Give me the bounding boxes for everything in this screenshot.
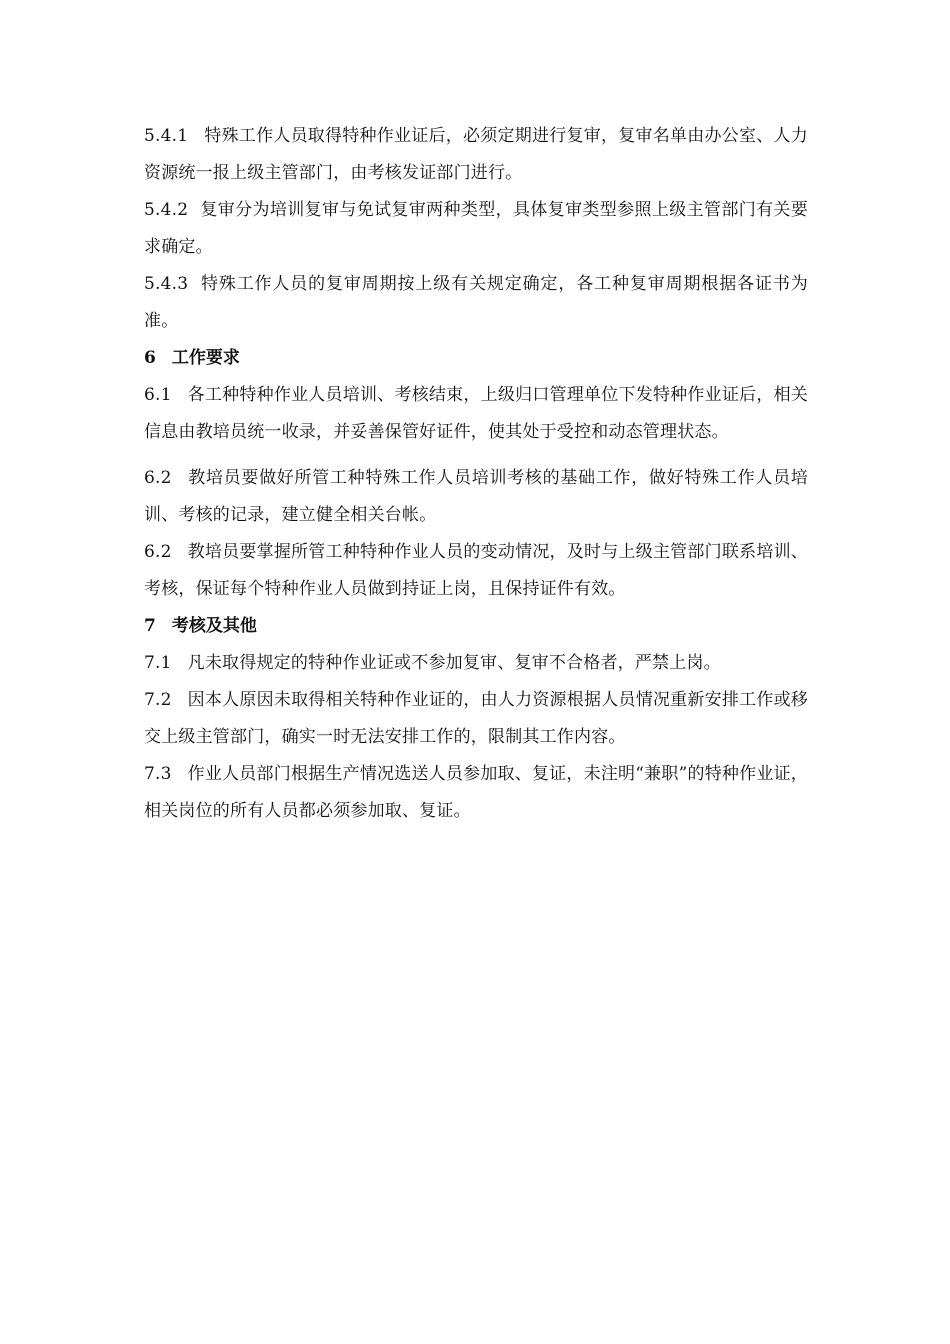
clause-number: 7.1 (144, 653, 172, 673)
clause-number: 7.2 (144, 690, 172, 710)
clause-6-1 (144, 377, 808, 451)
clause-5-4-1 (144, 118, 808, 192)
section-title: 工作要求 (171, 348, 240, 368)
clause-text: 因本人原因未取得相关特种作业证的，由人力资源根据人员情况重新安排工作或移交上级主管部门，确实一时无法安排工作的，限制其工作内容。 (144, 690, 808, 747)
document-body (144, 118, 808, 830)
clause-7-2 (144, 682, 808, 756)
clause-number: 6.1 (144, 385, 172, 405)
clause-6-2-a (144, 460, 808, 534)
clause-number: 6.2 (144, 542, 172, 562)
clause-5-4-3 (144, 266, 808, 340)
clause-number: 6.2 (144, 468, 172, 488)
section-number: 7 (144, 616, 156, 636)
clause-text: 作业人员部门根据生产情况选送人员参加取、复证，未注明“兼职”的特种作业证，相关岗位的所有人员都必须参加取、复证。 (144, 764, 808, 821)
section-heading-7 (144, 608, 808, 645)
section-number: 6 (144, 348, 156, 368)
section-heading-6 (144, 340, 808, 377)
clause-number: 5.4.2 (144, 200, 189, 220)
clause-text: 复审分为培训复审与免试复审两种类型，具体复审类型参照上级主管部门有关要求确定。 (144, 200, 808, 257)
clause-number: 7.3 (144, 764, 172, 784)
clause-7-1 (144, 645, 808, 682)
clause-5-4-2 (144, 192, 808, 266)
clause-text: 凡未取得规定的特种作业证或不参加复审、复审不合格者，严禁上岗。 (187, 653, 721, 673)
clause-6-2-b (144, 534, 808, 608)
clause-text: 教培员要掌握所管工种特种作业人员的变动情况，及时与上级主管部门联系培训、考核，保证每个特种作业人员做到持证上岗，且保持证件有效。 (144, 542, 808, 599)
clause-text: 特殊工作人员取得特种作业证后，必须定期进行复审，复审名单由办公室、人力资源统一报上级主管部门，由考核发证部门进行。 (144, 126, 808, 183)
clause-number: 5.4.1 (144, 126, 189, 146)
section-title: 考核及其他 (171, 616, 257, 636)
clause-text: 教培员要做好所管工种特殊工作人员培训考核的基础工作，做好特殊工作人员培训、考核的记录，建立健全相关台帐。 (144, 468, 808, 525)
paragraph-gap (144, 451, 808, 460)
clause-number: 5.4.3 (144, 274, 189, 294)
clause-7-3 (144, 756, 808, 830)
clause-text: 各工种特种作业人员培训、考核结束，上级归口管理单位下发特种作业证后，相关信息由教培员统一收录，并妥善保管好证件，使其处于受控和动态管理状态。 (144, 385, 808, 442)
clause-text: 特殊工作人员的复审周期按上级有关规定确定，各工种复审周期根据各证书为准。 (144, 274, 808, 331)
